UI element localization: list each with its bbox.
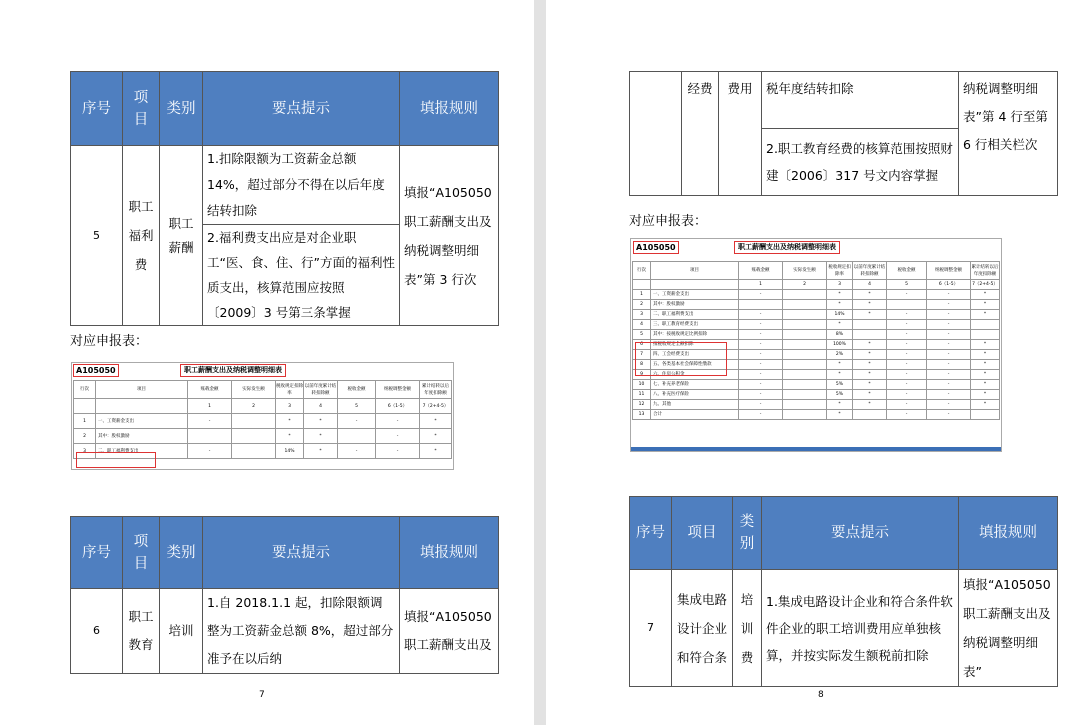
form-cell: 9	[633, 370, 651, 380]
page-gutter	[534, 0, 546, 725]
requirements-table-row7	[629, 496, 1058, 687]
form-cell	[783, 330, 827, 340]
header-tips: 要点提示	[203, 72, 400, 146]
form-row	[633, 400, 1000, 410]
form-cell	[783, 300, 827, 310]
form-col-number: 7（2+4-5）	[971, 280, 1000, 290]
form-cell	[853, 330, 887, 340]
form-cell: 5%	[827, 390, 853, 400]
form-cell	[853, 320, 887, 330]
form-cell: 5%	[827, 380, 853, 390]
form-col-number: 3	[276, 399, 304, 414]
form-cell	[783, 410, 827, 420]
requirements-table-row6	[70, 516, 499, 674]
form-cell: -	[188, 414, 232, 429]
form-cell: -	[927, 380, 971, 390]
table-header	[630, 497, 1058, 570]
page-number: 8	[818, 690, 824, 700]
highlight-box	[635, 342, 727, 376]
form-cell	[739, 300, 783, 310]
form-cell: *	[420, 429, 452, 444]
form-cell: -	[927, 300, 971, 310]
form-col-header: 实际发生额	[232, 381, 276, 399]
form-cell: -	[887, 380, 927, 390]
form-col-header: 行次	[74, 381, 96, 399]
form-cell: *	[971, 380, 1000, 390]
form-cell: -	[338, 444, 376, 459]
form-cell: *	[276, 414, 304, 429]
form-col-number: 6（1-5）	[376, 399, 420, 414]
form-cell: 八、补充医疗保险	[651, 390, 739, 400]
row-number: 5	[71, 146, 123, 326]
form-cell: 二、职工福利费支出	[651, 310, 739, 320]
header-rule: 填报规则	[959, 497, 1058, 570]
form-row	[633, 300, 1000, 310]
form-cell: -	[887, 410, 927, 420]
form-cell: *	[827, 400, 853, 410]
row-number: 6	[71, 589, 123, 674]
rule-cell: 填报“A105050职工薪酬支出及纳税调整明细表”第 3 行次	[400, 146, 499, 326]
form-cell: 1	[633, 290, 651, 300]
header-item: 项 目	[123, 517, 160, 589]
form-cell	[188, 429, 232, 444]
header-item: 项目	[672, 497, 733, 570]
form-cell: *	[853, 290, 887, 300]
form-cell: -	[927, 400, 971, 410]
form-cell: *	[827, 360, 853, 370]
form-cell	[971, 320, 1000, 330]
form-col-number	[74, 399, 96, 414]
form-col-number: 5	[887, 280, 927, 290]
form-cell: -	[927, 410, 971, 420]
form-cell: 一、工资薪金支出	[96, 414, 188, 429]
section-subheading: 对应申报表：	[70, 334, 149, 349]
form-cell: -	[188, 444, 232, 459]
form-cell: *	[853, 300, 887, 310]
form-row	[633, 410, 1000, 420]
form-col-number: 5	[338, 399, 376, 414]
form-row	[633, 310, 1000, 320]
form-cell: *	[420, 444, 452, 459]
form-cell: 6	[633, 340, 651, 350]
header-no: 序号	[630, 497, 672, 570]
header-rule: 填报规则	[400, 517, 499, 589]
form-col-header: 项目	[96, 381, 188, 399]
requirements-table-row5	[70, 71, 499, 326]
form-cell	[887, 300, 927, 310]
form-cell: -	[887, 400, 927, 410]
form-cell: 四、工会经费支出	[651, 350, 739, 360]
form-cell: 14%	[276, 444, 304, 459]
row-number: 7	[630, 570, 672, 687]
item-cell: 职工教育	[123, 589, 160, 674]
form-col-header: 行次	[633, 262, 651, 280]
form-col-header: 税收金额	[338, 381, 376, 399]
form-cell: -	[739, 410, 783, 420]
form-cell: -	[927, 350, 971, 360]
form-cell: 五、各类基本社会保障性缴款	[651, 360, 739, 370]
form-cell: -	[739, 360, 783, 370]
tip-cell: 1.集成电路设计企业和符合条件软件企业的职工培训费用应单独核算，并按实际发生额税前扣除	[762, 570, 959, 687]
section-subheading: 对应申报表：	[629, 214, 708, 229]
row-number	[630, 72, 682, 196]
form-cell: -	[887, 310, 927, 320]
header-item: 项 目	[123, 72, 160, 146]
form-cell: *	[853, 400, 887, 410]
form-row	[74, 429, 452, 444]
form-cell: 12	[633, 400, 651, 410]
form-cell: -	[739, 380, 783, 390]
form-cell	[853, 410, 887, 420]
form-cell: -	[927, 310, 971, 320]
form-cell: -	[887, 330, 927, 340]
tip-cell: 1.扣除限额为工资薪金总额 14%，超过部分不得在以后年度结转扣除	[203, 146, 400, 225]
form-cell: *	[827, 370, 853, 380]
form-row	[633, 380, 1000, 390]
form-col-header: 纳税调整金额	[927, 262, 971, 280]
form-col-header: 账载金额	[188, 381, 232, 399]
form-cell	[783, 400, 827, 410]
form-col-header: 项目	[651, 262, 739, 280]
form-cell	[232, 429, 276, 444]
form-row	[74, 414, 452, 429]
table-header	[71, 517, 499, 589]
form-cell: 5	[633, 330, 651, 340]
form-row	[633, 320, 1000, 330]
form-cell: *	[420, 414, 452, 429]
form-cell	[232, 444, 276, 459]
form-col-header: 纳税调整金额	[376, 381, 420, 399]
tip-cell: 2.福利费支出应是对企业职工“医、食、住、行”方面的福利性质支出，核算范围应按照〔2009〕3 号第三条掌握	[203, 225, 400, 326]
form-cell: -	[887, 370, 927, 380]
form-cell: *	[971, 300, 1000, 310]
form-cell: 7	[633, 350, 651, 360]
form-title: 职工薪酬支出及纳税调整明细表	[180, 364, 286, 377]
form-cell: 六、住房公积金	[651, 370, 739, 380]
requirements-table-continued	[629, 71, 1058, 196]
tip-cell: 税年度结转扣除	[762, 72, 959, 129]
form-col-number: 2	[783, 280, 827, 290]
form-cell: -	[927, 390, 971, 400]
form-cell: -	[376, 429, 420, 444]
highlight-box	[76, 452, 156, 468]
form-cell	[783, 320, 827, 330]
form-cell: *	[853, 380, 887, 390]
header-rule: 填报规则	[400, 72, 499, 146]
form-cell: -	[927, 340, 971, 350]
category-cell: 费用	[719, 72, 762, 196]
form-cell: -	[887, 360, 927, 370]
form-cell: 一、工资薪金支出	[651, 290, 739, 300]
form-row	[633, 390, 1000, 400]
form-cell	[971, 330, 1000, 340]
form-col-header: 累计结转以后年度扣除额	[420, 381, 452, 399]
form-cell: *	[304, 414, 338, 429]
form-cell	[783, 310, 827, 320]
form-cell: 七、补充养老保险	[651, 380, 739, 390]
item-cell: 经费	[682, 72, 719, 196]
form-cell: 11	[633, 390, 651, 400]
form-cell: -	[376, 414, 420, 429]
form-cell: 三、职工教育经费支出	[651, 320, 739, 330]
form-cell: -	[887, 320, 927, 330]
form-col-number: 3	[827, 280, 853, 290]
window-bottom-bar	[631, 447, 1001, 451]
form-cell: *	[853, 360, 887, 370]
form-cell: *	[853, 310, 887, 320]
form-cell: -	[739, 290, 783, 300]
form-cell: 3	[633, 310, 651, 320]
form-col-number: 4	[853, 280, 887, 290]
page-number: 7	[259, 690, 265, 700]
form-cell: *	[827, 300, 853, 310]
form-cell: 合计	[651, 410, 739, 420]
form-col-number: 2	[232, 399, 276, 414]
rule-cell: 填报“A105050职工薪酬支出及纳税调整明细表”	[959, 570, 1058, 687]
form-cell: *	[971, 310, 1000, 320]
form-cell: *	[971, 370, 1000, 380]
item-cell: 集成电路设计企业和符合条	[672, 570, 733, 687]
form-cell: *	[304, 444, 338, 459]
form-cell: *	[827, 290, 853, 300]
form-cell: *	[853, 370, 887, 380]
form-cell	[338, 429, 376, 444]
form-cell: -	[739, 370, 783, 380]
form-col-header: 税收规定扣除率	[827, 262, 853, 280]
form-cell: 其中：股权激励	[96, 429, 188, 444]
header-no: 序号	[71, 517, 123, 589]
form-cell: -	[739, 320, 783, 330]
form-col-number	[633, 280, 651, 290]
header-tips: 要点提示	[203, 517, 400, 589]
form-cell: -	[927, 330, 971, 340]
form-table	[632, 261, 1000, 420]
form-cell: -	[887, 290, 927, 300]
form-cell: 2	[633, 300, 651, 310]
form-row	[633, 330, 1000, 340]
form-cell	[783, 340, 827, 350]
form-screenshot-large	[630, 238, 1002, 452]
form-cell: -	[887, 340, 927, 350]
category-cell: 培训费	[733, 570, 762, 687]
form-cell: 100%	[827, 340, 853, 350]
form-code: A105050	[73, 364, 119, 377]
form-code: A105050	[633, 241, 679, 254]
form-title: 职工薪酬支出及纳税调整明细表	[734, 241, 840, 254]
form-col-header: 以前年度累计结转扣除额	[304, 381, 338, 399]
form-cell: *	[971, 400, 1000, 410]
table-header	[71, 72, 499, 146]
form-screenshot-small	[71, 362, 454, 470]
form-cell	[783, 350, 827, 360]
header-no: 序号	[71, 72, 123, 146]
form-col-header: 税收规定扣除率	[276, 381, 304, 399]
form-col-header: 以前年度累计结转扣除额	[853, 262, 887, 280]
form-cell: *	[971, 290, 1000, 300]
form-cell	[232, 414, 276, 429]
page-8	[546, 0, 1080, 725]
form-col-number: 6（1-5）	[927, 280, 971, 290]
form-col-number: 4	[304, 399, 338, 414]
form-cell: -	[927, 370, 971, 380]
form-col-header: 累计结转以后年度扣除额	[971, 262, 1000, 280]
form-col-number: 1	[188, 399, 232, 414]
form-cell: -	[887, 390, 927, 400]
form-cell: -	[927, 290, 971, 300]
form-cell: -	[739, 340, 783, 350]
form-cell	[783, 290, 827, 300]
form-cell: *	[853, 340, 887, 350]
form-col-header: 实际发生额	[783, 262, 827, 280]
form-cell: -	[927, 360, 971, 370]
form-col-header: 账载金额	[739, 262, 783, 280]
header-category: 类别	[160, 72, 203, 146]
form-cell: 按税收规定全额扣除	[651, 340, 739, 350]
form-cell: *	[304, 429, 338, 444]
form-cell: -	[739, 400, 783, 410]
form-cell: *	[971, 390, 1000, 400]
form-cell: *	[853, 390, 887, 400]
header-category: 类 别	[733, 497, 762, 570]
category-cell: 职工薪酬	[160, 146, 203, 326]
form-cell: *	[827, 410, 853, 420]
form-cell: 8%	[827, 330, 853, 340]
form-cell: *	[971, 350, 1000, 360]
form-cell: *	[971, 360, 1000, 370]
form-cell: -	[338, 414, 376, 429]
form-cell: 8	[633, 360, 651, 370]
form-cell: 1	[74, 414, 96, 429]
form-cell: 14%	[827, 310, 853, 320]
form-cell: *	[827, 320, 853, 330]
form-cell: 2%	[827, 350, 853, 360]
form-col-number	[651, 280, 739, 290]
form-table	[73, 380, 452, 459]
form-cell: -	[739, 350, 783, 360]
form-cell: 2	[74, 429, 96, 444]
form-cell	[783, 380, 827, 390]
form-col-number: 7（2+4-5）	[420, 399, 452, 414]
form-cell: -	[376, 444, 420, 459]
form-cell	[783, 390, 827, 400]
form-cell: 其中：股权激励	[651, 300, 739, 310]
form-cell: 二、职工福利费支出	[96, 444, 188, 459]
header-tips: 要点提示	[762, 497, 959, 570]
form-cell: 3	[74, 444, 96, 459]
item-cell: 职工福利费	[123, 146, 160, 326]
category-cell: 培训	[160, 589, 203, 674]
rule-cell: 填报“A105050职工薪酬支出及	[400, 589, 499, 674]
header-category: 类别	[160, 517, 203, 589]
tip-cell: 2.职工教育经费的核算范围按照财建〔2006〕317 号文内容掌握	[762, 129, 959, 196]
tip-cell: 1.自 2018.1.1 起，扣除限额调整为工资薪金总额 8%，超过部分准予在以后纳	[203, 589, 400, 674]
form-cell: 4	[633, 320, 651, 330]
form-col-number: 1	[739, 280, 783, 290]
form-cell: 九、其他	[651, 400, 739, 410]
form-cell: -	[739, 390, 783, 400]
form-cell	[783, 360, 827, 370]
form-cell: 10	[633, 380, 651, 390]
form-cell: -	[739, 330, 783, 340]
form-cell	[783, 370, 827, 380]
form-cell: -	[739, 310, 783, 320]
form-cell	[971, 410, 1000, 420]
form-cell: -	[927, 320, 971, 330]
form-cell: -	[887, 350, 927, 360]
form-cell: *	[971, 340, 1000, 350]
form-col-number	[96, 399, 188, 414]
form-row	[633, 290, 1000, 300]
page-7	[0, 0, 534, 725]
form-cell: *	[853, 350, 887, 360]
rule-cell: 纳税调整明细表”第 4 行至第 6 行相关栏次	[959, 72, 1058, 196]
form-cell: 其中：按税收规定比例扣除	[651, 330, 739, 340]
form-cell: 13	[633, 410, 651, 420]
form-cell: *	[276, 429, 304, 444]
form-col-header: 税收金额	[887, 262, 927, 280]
